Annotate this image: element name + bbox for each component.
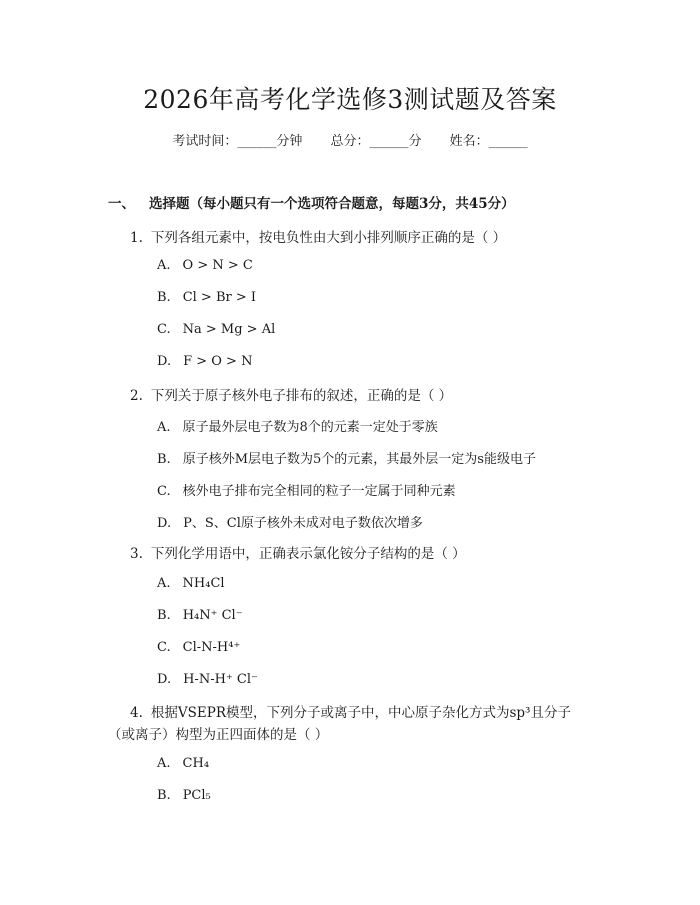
question-number: 2. [130, 388, 143, 404]
option-letter: B. [157, 788, 171, 803]
question-number: 1. [130, 230, 143, 246]
option-letter: A. [157, 258, 171, 273]
option-text: F > O > N [183, 354, 253, 369]
option-text: Cl-N-H⁴⁺ [182, 640, 241, 655]
question-stem [130, 542, 466, 562]
option-text: 原子最外层电子数为8个的元素一定处于零族 [182, 420, 438, 435]
option-letter: B. [157, 608, 171, 623]
option-text: 核外电子排布完全相同的粒子一定属于同种元素 [182, 484, 456, 499]
option [157, 322, 275, 337]
option-letter: D. [157, 354, 172, 369]
question-text: 下列化学用语中，正确表示氯化铵分子结构的是（ ） [150, 546, 466, 562]
option-letter: A. [157, 420, 171, 435]
section-number: 一、 [108, 196, 135, 212]
question-number: 3. [130, 546, 143, 562]
option-letter: C. [157, 484, 171, 499]
option-letter: D. [157, 516, 172, 531]
option-letter: A. [157, 576, 171, 591]
option [157, 788, 211, 803]
option-text: Cl > Br > I [182, 290, 257, 305]
option-letter: B. [157, 452, 171, 467]
option [157, 576, 225, 591]
option-text: CH₄ [182, 756, 210, 771]
section-heading [108, 192, 515, 212]
option-text: NH₄Cl [182, 576, 225, 591]
option [157, 480, 456, 499]
option [157, 672, 258, 687]
student-name: 姓名：______ [449, 134, 528, 149]
option-text: Na > Mg > Al [182, 322, 276, 337]
option-letter: C. [157, 640, 171, 655]
option-letter: B. [157, 290, 171, 305]
section-title: 选择题（每小题只有一个选项符合题意，每题3分，共45分） [149, 196, 515, 212]
option-text: H₄N⁺ Cl⁻ [182, 608, 243, 623]
question-stem [130, 226, 506, 246]
total-score: 总分：______分 [330, 134, 422, 149]
option-text: H-N-H⁺ Cl⁻ [183, 672, 258, 687]
option [157, 258, 253, 273]
option-text: PCl₅ [182, 788, 211, 803]
option [157, 290, 256, 305]
option [157, 756, 209, 771]
option [157, 640, 240, 655]
option [157, 354, 252, 369]
option [157, 448, 536, 467]
option-text: O > N > C [182, 258, 253, 273]
option-text: 原子核外M层电子数为5个的元素，其最外层一定为s能级电子 [182, 452, 536, 467]
option [157, 512, 423, 531]
option-letter: C. [157, 322, 171, 337]
question-text: 下列各组元素中，按电负性由大到小排列顺序正确的是（ ） [150, 230, 507, 246]
question-stem [130, 384, 452, 404]
option-text: P、S、Cl原子核外未成对电子数依次增多 [183, 516, 423, 531]
question-number: 4. [130, 705, 143, 721]
question-text: 根据VSEPR模型，下列分子或离子中，中心原子杂化方式为sp³且分子（或离子）构型为正四面体的是（ ） [108, 705, 571, 743]
exam-info [0, 130, 700, 149]
exam-time: 考试时间：______分钟 [172, 134, 303, 149]
option-letter: D. [157, 672, 172, 687]
option [157, 416, 438, 435]
question-stem [108, 702, 578, 746]
question-text: 下列关于原子核外电子排布的叙述，正确的是（ ） [150, 388, 453, 404]
option-letter: A. [157, 756, 171, 771]
option [157, 608, 243, 623]
page-title: 2026年高考化学选修3测试题及答案 [143, 85, 557, 114]
